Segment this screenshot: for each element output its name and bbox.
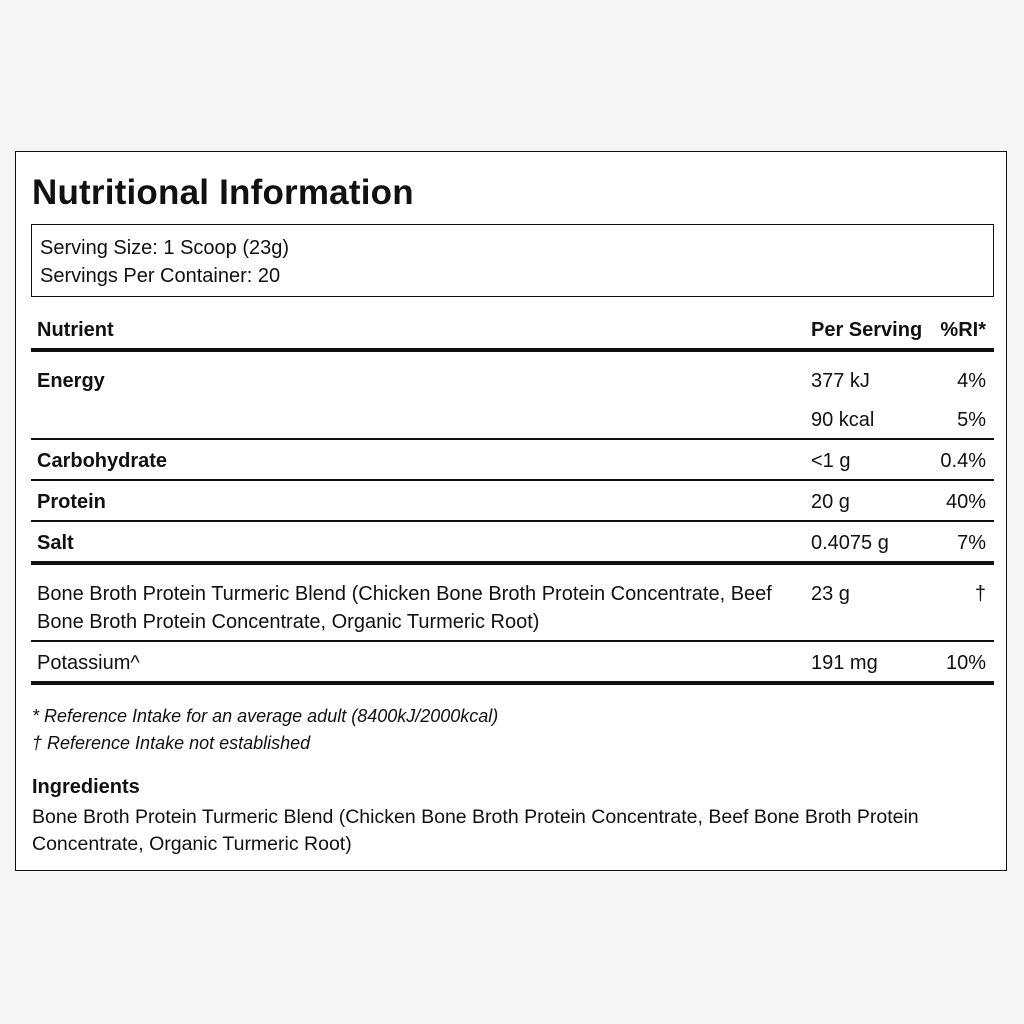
row-divider [31, 438, 994, 440]
row-protein-ri: 40% [945, 491, 986, 513]
row-salt-value: 0.4075 g [811, 532, 889, 554]
ingredients-heading: Ingredients [32, 776, 140, 798]
header-rule [31, 348, 994, 352]
label-title: Nutritional Information [32, 173, 414, 212]
table-bottom-rule [31, 681, 994, 685]
row-energy-kcal-value: 90 kcal [811, 409, 875, 431]
row-energy-name: Energy [37, 370, 105, 392]
section-rule [31, 561, 994, 565]
row-divider [31, 479, 994, 481]
serving-size: Serving Size: 1 Scoop (23g) [40, 237, 290, 259]
row-energy-kj-ri: 4% [957, 370, 986, 392]
row-potassium-ri: 10% [945, 652, 986, 674]
servings-per-container: Servings Per Container: 20 [40, 265, 281, 287]
row-carbohydrate-value: <1 g [811, 450, 851, 472]
nutrition-label-panel [15, 151, 1007, 871]
row-blend-ri: † [974, 583, 986, 605]
serving-info-box [31, 224, 994, 297]
row-blend-name: Bone Broth Protein Turmeric Blend (Chicken Bone Broth Protein Concentrate, Beef Bone Broth Protein Concentrate, Organic Turmeric Root) [37, 583, 772, 633]
row-salt-name: Salt [37, 532, 74, 554]
row-potassium-value: 191 mg [811, 652, 878, 674]
row-blend-value: 23 g [811, 583, 850, 605]
row-salt-ri: 7% [957, 532, 986, 554]
row-energy-kcal-ri: 5% [957, 409, 986, 431]
row-divider [31, 520, 994, 522]
header-per-serving: Per Serving [811, 319, 923, 341]
row-potassium-name: Potassium^ [37, 652, 140, 674]
row-carbohydrate-ri: 0.4% [940, 450, 986, 472]
header-ri: %RI* [940, 319, 986, 341]
footnote-reference-intake: * Reference Intake for an average adult (8400kJ/2000kcal) [32, 706, 499, 726]
header-nutrient: Nutrient [37, 319, 114, 341]
row-protein-value: 20 g [811, 491, 850, 513]
row-protein-name: Protein [37, 491, 106, 513]
footnote-not-established: † Reference Intake not established [32, 733, 311, 753]
row-carbohydrate-name: Carbohydrate [37, 450, 168, 472]
row-divider [31, 640, 994, 642]
ingredients-text: Bone Broth Protein Turmeric Blend (Chicken Bone Broth Protein Concentrate, Beef Bone Broth Protein Concentrate, Organic Turmeric Root) [32, 806, 919, 855]
row-energy-kj-value: 377 kJ [811, 370, 870, 392]
